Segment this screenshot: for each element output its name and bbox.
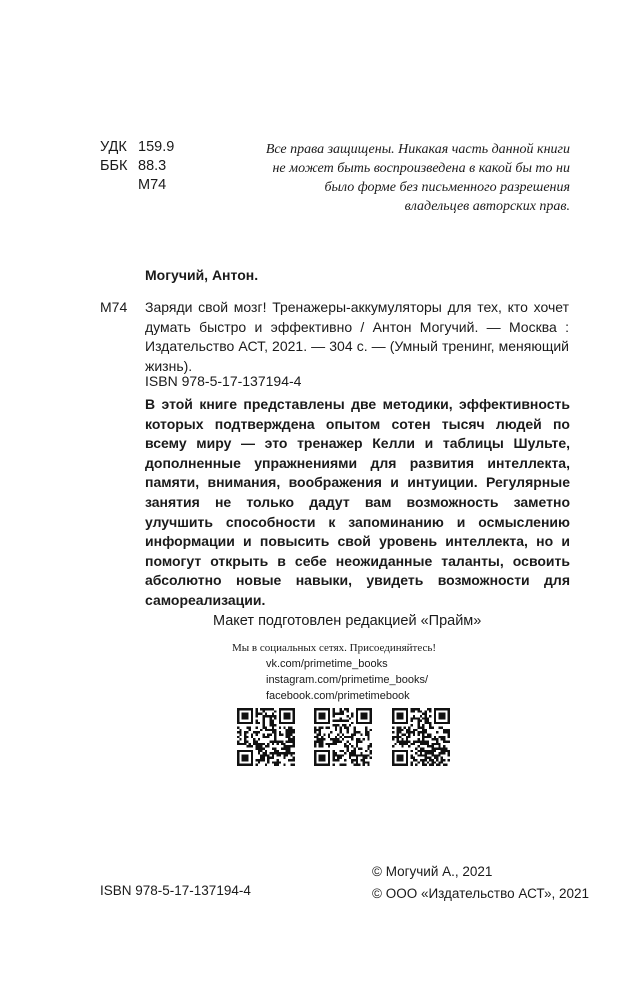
copyright-author: © Могучий А., 2021: [372, 864, 493, 879]
annotation: В этой книге представлены две методики, эффективность которых подтверждена опытом сотен тысяч людей по всему миру — это тренажер Келли и таблицы Шульте, дополненные упражнениями для развития интеллекта, памяти, внимания, воображения и интуиции. Регулярные занятия не только дадут вам возможность заметно улучшить способности к запоминанию и осмыслению информации и повысить свой уровень интеллекта, но и помогут открыть в себе неожиданные таланты, освоить абсолютно новые навыки, увидеть возможности для самореализации.: [145, 396, 570, 608]
bbk-row: [100, 157, 174, 176]
classification-block: [100, 138, 174, 195]
udk-row: [100, 138, 174, 157]
bibliographic-record: Заряди свой мозг! Тренажеры-аккумуляторы для тех, кто хочет думать быстро и эффективно / Антон Могучий. — Москва : Издательство АСТ, 2021. — 304 с. — (Умный тренинг, меняющий жизнь).: [145, 299, 569, 374]
classification-value: М74: [138, 177, 167, 193]
social-link-vk[interactable]: vk.com/primetime_books: [266, 658, 388, 670]
classification-label: УДК: [100, 139, 127, 155]
classification-label: [100, 176, 138, 195]
social-block: [232, 640, 436, 704]
isbn-record: ISBN 978-5-17-137194-4: [145, 373, 302, 389]
qr-code-vk: [237, 708, 295, 766]
qr-code-icon: [392, 708, 450, 766]
copyright-publisher: © ООО «Издательство АСТ», 2021: [372, 886, 590, 901]
author-heading: Могучий, Антон.: [145, 267, 259, 283]
qr-code-icon: [314, 708, 372, 766]
qr-code-instagram: [314, 708, 372, 766]
qr-code-facebook: [392, 708, 450, 766]
social-link-instagram[interactable]: instagram.com/primetime_books/: [266, 674, 429, 686]
prepared-by: Макет подготовлен редакцией «Прайм»: [213, 613, 482, 629]
classification-label: ББК: [100, 158, 128, 174]
rights-notice: Все права защищены. Никакая часть данной книги не может быть воспроизведена в какой бы то ни было форме без письменного разрешения владельцев авторских прав.: [265, 142, 570, 214]
classification-value: 159.9: [138, 139, 175, 155]
qr-code-icon: [237, 708, 295, 766]
social-link-facebook[interactable]: facebook.com/primetimebook: [266, 690, 410, 702]
copyright-block: [372, 861, 589, 905]
isbn-footer: ISBN 978-5-17-137194-4: [100, 883, 251, 898]
social-heading: Мы в социальных сетях. Присоединяйтесь!: [232, 642, 437, 654]
classification-value: 88.3: [138, 158, 167, 174]
author-mark-row: [100, 176, 174, 195]
call-number: М74: [100, 299, 128, 315]
